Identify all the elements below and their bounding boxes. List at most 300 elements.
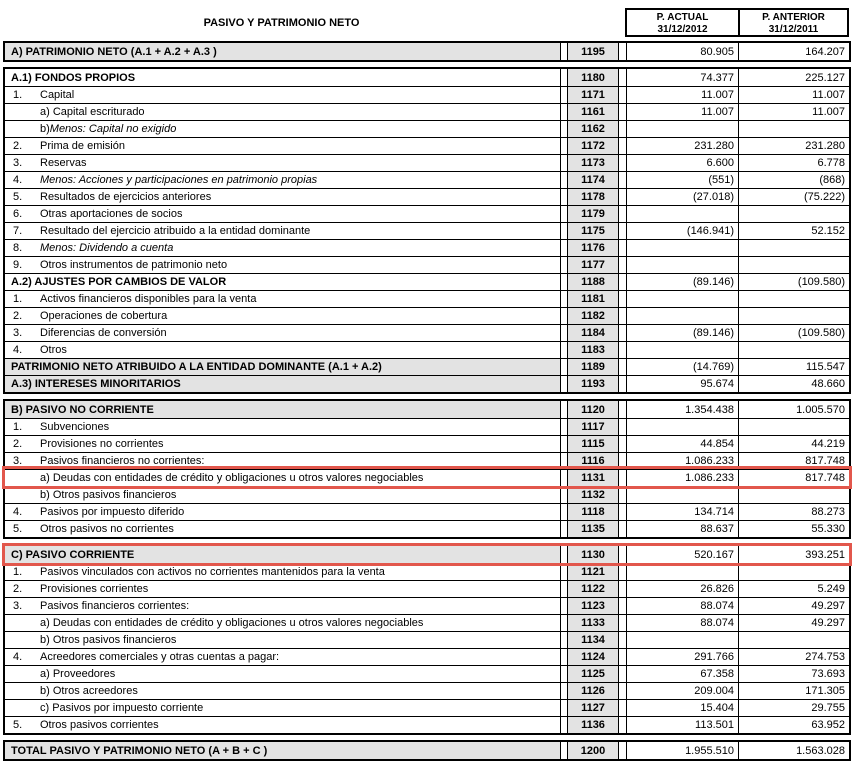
- column-gap: [619, 683, 626, 699]
- column-gap: [619, 274, 626, 290]
- row-label: [5, 342, 561, 358]
- row-value-anterior: 231.280: [738, 138, 849, 154]
- table-block-total: [3, 740, 851, 761]
- row-value-anterior: 44.219: [738, 436, 849, 452]
- row-value-actual: 1.086.233: [626, 470, 738, 486]
- row-label: [5, 436, 561, 452]
- column-gap: [619, 632, 626, 648]
- row-code: 1181: [567, 291, 619, 307]
- row-label-text: Diferencias de conversión: [40, 327, 167, 339]
- row-label: [5, 521, 561, 537]
- column-gap: [619, 206, 626, 222]
- column-header-anterior-line1: P. ANTERIOR: [762, 12, 825, 23]
- row-code: 1174: [567, 172, 619, 188]
- row-value-anterior: 73.693: [738, 666, 849, 682]
- row-number: 4.: [13, 651, 23, 663]
- row-code: 1175: [567, 223, 619, 239]
- table-row: [5, 682, 849, 699]
- row-label: [5, 453, 561, 469]
- row-value-actual: [626, 206, 738, 222]
- row-label-text: Reservas: [40, 157, 87, 169]
- row-label-text: c) Pasivos por impuesto corriente: [40, 702, 204, 714]
- column-gap: [619, 649, 626, 665]
- column-gap: [619, 453, 626, 469]
- row-value-actual: (89.146): [626, 274, 738, 290]
- column-gap: [619, 240, 626, 256]
- row-value-anterior: (75.222): [738, 189, 849, 205]
- row-code: 1173: [567, 155, 619, 171]
- table-row: [5, 290, 849, 307]
- column-header-actual-line1: P. ACTUAL: [656, 12, 709, 23]
- row-label: [5, 121, 561, 137]
- row-number: 9.: [13, 259, 23, 271]
- row-label-text: Menos: Dividendo a cuenta: [40, 242, 174, 254]
- row-label: [5, 325, 561, 341]
- row-value-anterior: 171.305: [738, 683, 849, 699]
- row-code: 1176: [567, 240, 619, 256]
- row-label-text: PATRIMONIO NETO ATRIBUIDO A LA ENTIDAD DOMINANTE (A.1 + A.2): [11, 361, 382, 373]
- column-gap: [619, 325, 626, 341]
- row-value-actual: [626, 487, 738, 503]
- table-row: [5, 222, 849, 239]
- column-header-actual: [627, 10, 738, 35]
- row-label-text: A.3) INTERESES MINORITARIOS: [11, 378, 181, 390]
- row-label-text: a) Deudas con entidades de crédito y obligaciones u otros valores negociables: [40, 617, 424, 629]
- row-value-actual: [626, 419, 738, 435]
- row-label: [5, 632, 561, 648]
- column-gap: [619, 419, 626, 435]
- row-label: [5, 206, 561, 222]
- row-value-actual: 26.826: [626, 581, 738, 597]
- row-label-text: Otros: [40, 344, 67, 356]
- row-code: 1184: [567, 325, 619, 341]
- column-gap: [619, 666, 626, 682]
- column-gap: [619, 104, 626, 120]
- row-value-actual: [626, 632, 738, 648]
- table-row: [5, 205, 849, 222]
- table-row: [5, 103, 849, 120]
- row-code: 1133: [567, 615, 619, 631]
- row-label-text: Acreedores comerciales y otras cuentas a pagar:: [40, 651, 280, 663]
- row-label-text: b) Otros pasivos financieros: [40, 634, 177, 646]
- row-number: 3.: [13, 157, 23, 169]
- row-value-actual: [626, 291, 738, 307]
- table-row: [5, 375, 849, 392]
- row-label-text: a) Proveedores: [40, 668, 116, 680]
- row-value-actual: [626, 564, 738, 580]
- row-value-anterior: [738, 632, 849, 648]
- column-gap: [619, 43, 626, 60]
- row-code: 1136: [567, 717, 619, 733]
- table-row: [5, 742, 849, 759]
- row-number: 4.: [13, 174, 23, 186]
- row-value-actual: 11.007: [626, 87, 738, 103]
- row-label-text: Otros pasivos corrientes: [40, 719, 159, 731]
- row-value-anterior: (109.580): [738, 274, 849, 290]
- column-gap: [619, 138, 626, 154]
- column-gap: [619, 487, 626, 503]
- row-label-text: b) Otros acreedores: [40, 685, 138, 697]
- row-value-anterior: 11.007: [738, 87, 849, 103]
- row-number: 4.: [13, 344, 23, 356]
- row-label: [5, 649, 561, 665]
- table-row: [5, 631, 849, 648]
- row-value-actual: 15.404: [626, 700, 738, 716]
- column-gap: [619, 257, 626, 273]
- row-value-actual: 11.007: [626, 104, 738, 120]
- row-code: 1193: [567, 376, 619, 392]
- row-label-text: A.1) FONDOS PROPIOS: [11, 71, 136, 84]
- table-block-fondos-propios: [3, 67, 851, 394]
- row-label-text: TOTAL PASIVO Y PATRIMONIO NETO (A + B + C ): [11, 744, 268, 757]
- row-code: 1189: [567, 359, 619, 375]
- row-label-text: Operaciones de cobertura: [40, 310, 168, 322]
- row-value-actual: (551): [626, 172, 738, 188]
- row-value-anterior: 274.753: [738, 649, 849, 665]
- row-number: 3.: [13, 455, 23, 467]
- row-value-anterior: 6.778: [738, 155, 849, 171]
- row-label: [5, 359, 561, 375]
- row-label-text: Pasivos financieros corrientes:: [40, 600, 190, 612]
- row-value-actual: [626, 240, 738, 256]
- row-number: 1.: [13, 89, 23, 101]
- row-value-anterior: [738, 564, 849, 580]
- row-label: [5, 189, 561, 205]
- row-number: 1.: [13, 566, 23, 578]
- column-gap: [619, 189, 626, 205]
- row-label: [5, 666, 561, 682]
- row-value-actual: (89.146): [626, 325, 738, 341]
- table-row: [5, 43, 849, 60]
- table-row: [5, 452, 849, 469]
- table-row: [5, 435, 849, 452]
- row-value-anterior: 5.249: [738, 581, 849, 597]
- column-gap: [619, 521, 626, 537]
- row-value-anterior: 48.660: [738, 376, 849, 392]
- row-label: [5, 564, 561, 580]
- column-gap: [619, 376, 626, 392]
- row-value-actual: 209.004: [626, 683, 738, 699]
- row-value-actual: 95.674: [626, 376, 738, 392]
- row-code: 1116: [567, 453, 619, 469]
- table-row: [5, 699, 849, 716]
- row-code: 1183: [567, 342, 619, 358]
- row-value-anterior: 49.297: [738, 598, 849, 614]
- row-label-text: B) PASIVO NO CORRIENTE: [11, 403, 154, 416]
- table-row: [5, 120, 849, 137]
- row-label-text: Pasivos por impuesto diferido: [40, 506, 185, 518]
- row-label: [5, 401, 561, 418]
- row-code: 1117: [567, 419, 619, 435]
- row-label-text: Subvenciones: [40, 421, 110, 433]
- row-value-anterior: 49.297: [738, 615, 849, 631]
- row-label: [5, 683, 561, 699]
- column-header-anterior-line2: 31/12/2011: [768, 24, 819, 35]
- row-number: 5.: [13, 523, 23, 535]
- table-row: [5, 597, 849, 614]
- table-row: [5, 614, 849, 631]
- table-row: [5, 716, 849, 733]
- table-row: [5, 580, 849, 597]
- column-gap: [619, 69, 626, 86]
- row-value-anterior: 1.563.028: [738, 742, 849, 759]
- column-gap: [619, 308, 626, 324]
- table-header: [3, 8, 851, 37]
- table-row: [5, 358, 849, 375]
- row-value-anterior: 393.251: [738, 546, 849, 563]
- table-block-patrimonio-neto-total: [3, 41, 851, 62]
- row-value-anterior: (109.580): [738, 325, 849, 341]
- row-label: [5, 470, 561, 486]
- page-title: PASIVO Y PATRIMONIO NETO: [203, 16, 360, 29]
- table-row: [5, 563, 849, 580]
- row-label-text: a) Capital escriturado: [40, 106, 145, 118]
- row-code: 1171: [567, 87, 619, 103]
- row-value-actual: 67.358: [626, 666, 738, 682]
- row-value-anterior: 164.207: [738, 43, 849, 60]
- row-code: 1122: [567, 581, 619, 597]
- column-gap: [619, 504, 626, 520]
- row-value-actual: (146.941): [626, 223, 738, 239]
- row-value-actual: 1.354.438: [626, 401, 738, 418]
- row-number: 1.: [13, 421, 23, 433]
- row-code: 1179: [567, 206, 619, 222]
- row-code: 1200: [567, 742, 619, 759]
- row-value-actual: 134.714: [626, 504, 738, 520]
- row-value-actual: 74.377: [626, 69, 738, 86]
- row-number: 4.: [13, 506, 23, 518]
- table-row: [5, 239, 849, 256]
- row-value-anterior: 29.755: [738, 700, 849, 716]
- row-number: 2.: [13, 140, 23, 152]
- column-gap: [619, 598, 626, 614]
- row-code: 1180: [567, 69, 619, 86]
- row-number: 2.: [13, 310, 23, 322]
- row-label-text: Otros pasivos no corrientes: [40, 523, 174, 535]
- column-gap: [619, 87, 626, 103]
- row-number: 6.: [13, 208, 23, 220]
- row-value-actual: 231.280: [626, 138, 738, 154]
- column-gap: [619, 223, 626, 239]
- table-row: [5, 154, 849, 171]
- table-row: [5, 401, 849, 418]
- table-row: [5, 188, 849, 205]
- row-label: [5, 274, 561, 290]
- column-gap: [619, 155, 626, 171]
- column-gap: [619, 359, 626, 375]
- row-number: 5.: [13, 191, 23, 203]
- column-gap: [619, 470, 626, 486]
- column-gap: [619, 121, 626, 137]
- row-value-anterior: [738, 342, 849, 358]
- row-label-text: Resultados de ejercicios anteriores: [40, 191, 212, 203]
- row-code: 1115: [567, 436, 619, 452]
- row-code: 1123: [567, 598, 619, 614]
- row-label-text: Capital: [40, 89, 75, 101]
- row-number: 7.: [13, 225, 23, 237]
- row-value-anterior: 817.748: [738, 470, 849, 486]
- row-code: 1161: [567, 104, 619, 120]
- row-number: 1.: [13, 293, 23, 305]
- table-block-pasivo-no-corriente: [3, 399, 851, 539]
- row-value-anterior: [738, 291, 849, 307]
- table-row: [5, 648, 849, 665]
- row-label: [5, 172, 561, 188]
- row-code: 1172: [567, 138, 619, 154]
- row-label-text: Otros instrumentos de patrimonio neto: [40, 259, 228, 271]
- row-label: [5, 504, 561, 520]
- row-label-text: Menos: Acciones y participaciones en patrimonio propias: [40, 174, 318, 186]
- row-value-actual: 1.955.510: [626, 742, 738, 759]
- row-value-anterior: [738, 308, 849, 324]
- column-gap: [619, 436, 626, 452]
- row-value-actual: 88.074: [626, 598, 738, 614]
- row-label: [5, 581, 561, 597]
- table-row: [5, 273, 849, 290]
- row-label-text: Prima de emisión: [40, 140, 125, 152]
- row-value-actual: (27.018): [626, 189, 738, 205]
- row-number: 2.: [13, 583, 23, 595]
- row-value-actual: 44.854: [626, 436, 738, 452]
- row-label: [5, 419, 561, 435]
- row-value-anterior: 52.152: [738, 223, 849, 239]
- row-label-text: Activos financieros disponibles para la venta: [40, 293, 257, 305]
- row-label: [5, 546, 561, 563]
- row-number: 2.: [13, 438, 23, 450]
- row-value-anterior: 55.330: [738, 521, 849, 537]
- row-value-anterior: 11.007: [738, 104, 849, 120]
- row-value-anterior: [738, 121, 849, 137]
- row-code: 1125: [567, 666, 619, 682]
- row-value-anterior: [738, 419, 849, 435]
- column-gap: [619, 546, 626, 563]
- column-gap: [619, 172, 626, 188]
- row-label: [5, 615, 561, 631]
- table-row: [5, 341, 849, 358]
- row-value-actual: [626, 308, 738, 324]
- row-label: [5, 87, 561, 103]
- row-label: [5, 223, 561, 239]
- row-label: [5, 69, 561, 86]
- table-row: [5, 171, 849, 188]
- column-gap: [619, 700, 626, 716]
- table-row: [5, 503, 849, 520]
- row-code: 1162: [567, 121, 619, 137]
- table-row: [5, 486, 849, 503]
- table-row: [5, 418, 849, 435]
- column-gap: [619, 581, 626, 597]
- table-row: [5, 469, 849, 486]
- row-code: 1188: [567, 274, 619, 290]
- table-row: [5, 137, 849, 154]
- column-header-actual-line2: 31/12/2012: [657, 24, 708, 35]
- row-label-text: Otras aportaciones de socios: [40, 208, 183, 220]
- table-row: [5, 307, 849, 324]
- row-code: 1131: [567, 470, 619, 486]
- row-label: [5, 138, 561, 154]
- column-gap: [619, 717, 626, 733]
- row-value-anterior: [738, 487, 849, 503]
- row-label: [5, 717, 561, 733]
- row-value-actual: [626, 342, 738, 358]
- row-value-actual: 1.086.233: [626, 453, 738, 469]
- table-row: [5, 86, 849, 103]
- row-label-text: Menos: Capital no exigido: [49, 123, 177, 135]
- row-value-actual: (14.769): [626, 359, 738, 375]
- row-code: 1130: [567, 546, 619, 563]
- row-label-text: Provisiones no corrientes: [40, 438, 164, 450]
- table-row: [5, 324, 849, 341]
- row-label-text: b) Otros pasivos financieros: [40, 489, 177, 501]
- row-label: [5, 257, 561, 273]
- row-label: [5, 700, 561, 716]
- row-value-anterior: [738, 257, 849, 273]
- row-value-actual: 80.905: [626, 43, 738, 60]
- row-value-anterior: 63.952: [738, 717, 849, 733]
- row-label-text: A.2) AJUSTES POR CAMBIOS DE VALOR: [11, 276, 227, 288]
- row-value-actual: 88.637: [626, 521, 738, 537]
- row-value-actual: 520.167: [626, 546, 738, 563]
- row-label: [5, 308, 561, 324]
- row-value-actual: 291.766: [626, 649, 738, 665]
- row-code: 1132: [567, 487, 619, 503]
- row-value-anterior: 225.127: [738, 69, 849, 86]
- row-value-anterior: 88.273: [738, 504, 849, 520]
- row-value-actual: [626, 257, 738, 273]
- row-value-anterior: 1.005.570: [738, 401, 849, 418]
- row-label-text: Pasivos vinculados con activos no corrientes mantenidos para la venta: [40, 566, 385, 578]
- row-code: 1126: [567, 683, 619, 699]
- row-label-text: Resultado del ejercicio atribuido a la entidad dominante: [40, 225, 311, 237]
- row-value-actual: 113.501: [626, 717, 738, 733]
- row-code: 1118: [567, 504, 619, 520]
- footer-space: [3, 766, 851, 770]
- row-code: 1195: [567, 43, 619, 60]
- row-label-text: Pasivos financieros no corrientes:: [40, 455, 205, 467]
- row-code: 1121: [567, 564, 619, 580]
- row-label-text: C) PASIVO CORRIENTE: [11, 548, 135, 561]
- row-number: 8.: [13, 242, 23, 254]
- table-row: [5, 665, 849, 682]
- row-label: [5, 291, 561, 307]
- row-code: 1120: [567, 401, 619, 418]
- table-row: [5, 546, 849, 563]
- column-gap: [619, 615, 626, 631]
- row-label-text: Provisiones corrientes: [40, 583, 149, 595]
- row-value-actual: 6.600: [626, 155, 738, 171]
- row-code: 1124: [567, 649, 619, 665]
- row-label: [5, 240, 561, 256]
- table-row: [5, 520, 849, 537]
- row-label: [5, 487, 561, 503]
- column-header-anterior: [738, 10, 847, 35]
- row-label: [5, 43, 561, 60]
- row-number: 3.: [13, 327, 23, 339]
- row-value-anterior: 817.748: [738, 453, 849, 469]
- column-gap: [619, 564, 626, 580]
- row-code: 1178: [567, 189, 619, 205]
- row-value-anterior: (868): [738, 172, 849, 188]
- row-value-anterior: [738, 240, 849, 256]
- row-code: 1177: [567, 257, 619, 273]
- column-gap: [619, 291, 626, 307]
- row-label: [5, 376, 561, 392]
- row-label: [5, 104, 561, 120]
- row-code: 1134: [567, 632, 619, 648]
- row-number: 3.: [13, 600, 23, 612]
- row-label-text: A) PATRIMONIO NETO (A.1 + A.2 + A.3 ): [11, 45, 217, 58]
- header-spacer: [560, 8, 625, 37]
